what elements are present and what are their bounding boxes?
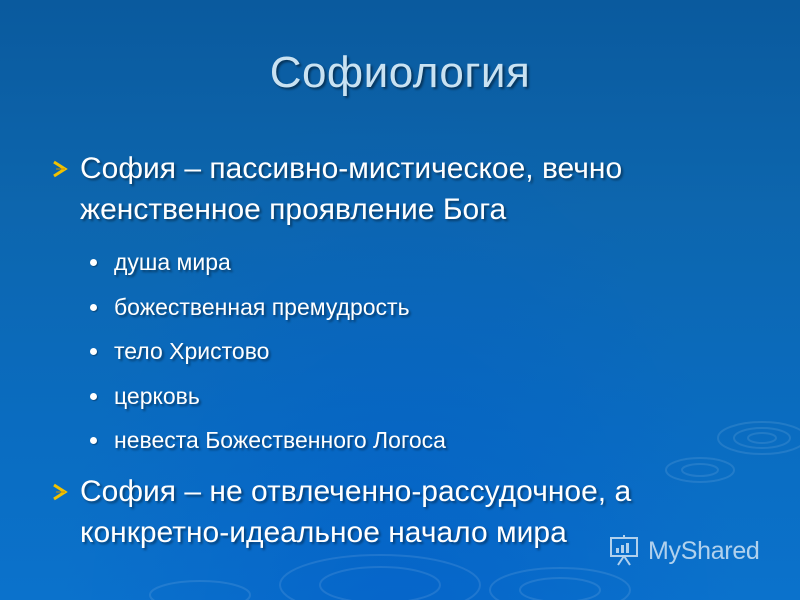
- watermark-text: MyShared: [648, 536, 760, 565]
- sub-bullet-list: [52, 240, 752, 463]
- bullet-item-1: [52, 148, 752, 230]
- sub-item-text: божественная премудрость: [114, 293, 410, 320]
- arrow-bullet-icon: [52, 483, 68, 501]
- dot-bullet-icon: [90, 437, 97, 444]
- sub-item: [52, 374, 752, 419]
- slide-title: Софиология: [269, 48, 531, 97]
- sub-item: [52, 285, 752, 330]
- arrow-bullet-icon: [52, 160, 68, 178]
- dot-bullet-icon: [90, 259, 97, 266]
- myshared-watermark: [608, 535, 760, 567]
- sub-item-text: душа мира: [114, 249, 231, 275]
- presentation-board-icon: [608, 535, 642, 567]
- dot-bullet-icon: [90, 304, 97, 311]
- sub-item-text: церковь: [114, 382, 200, 409]
- sub-item-text: невеста Божественного Логоса: [114, 427, 446, 453]
- dot-bullet-icon: [90, 348, 97, 355]
- slide-content: [52, 148, 752, 553]
- sub-item: [52, 418, 752, 463]
- sub-item: [52, 329, 752, 374]
- sub-item-text: тело Христово: [114, 338, 270, 364]
- dot-bullet-icon: [90, 393, 97, 400]
- bullet-item-1-text: София – пассивно-мистическое, вечно женственное проявление Бога: [80, 152, 623, 226]
- bullet-item-2-text: София – не отвлеченно-рассудочное, а конкретно-идеальное начало мира: [80, 474, 632, 549]
- sub-item: [52, 240, 752, 285]
